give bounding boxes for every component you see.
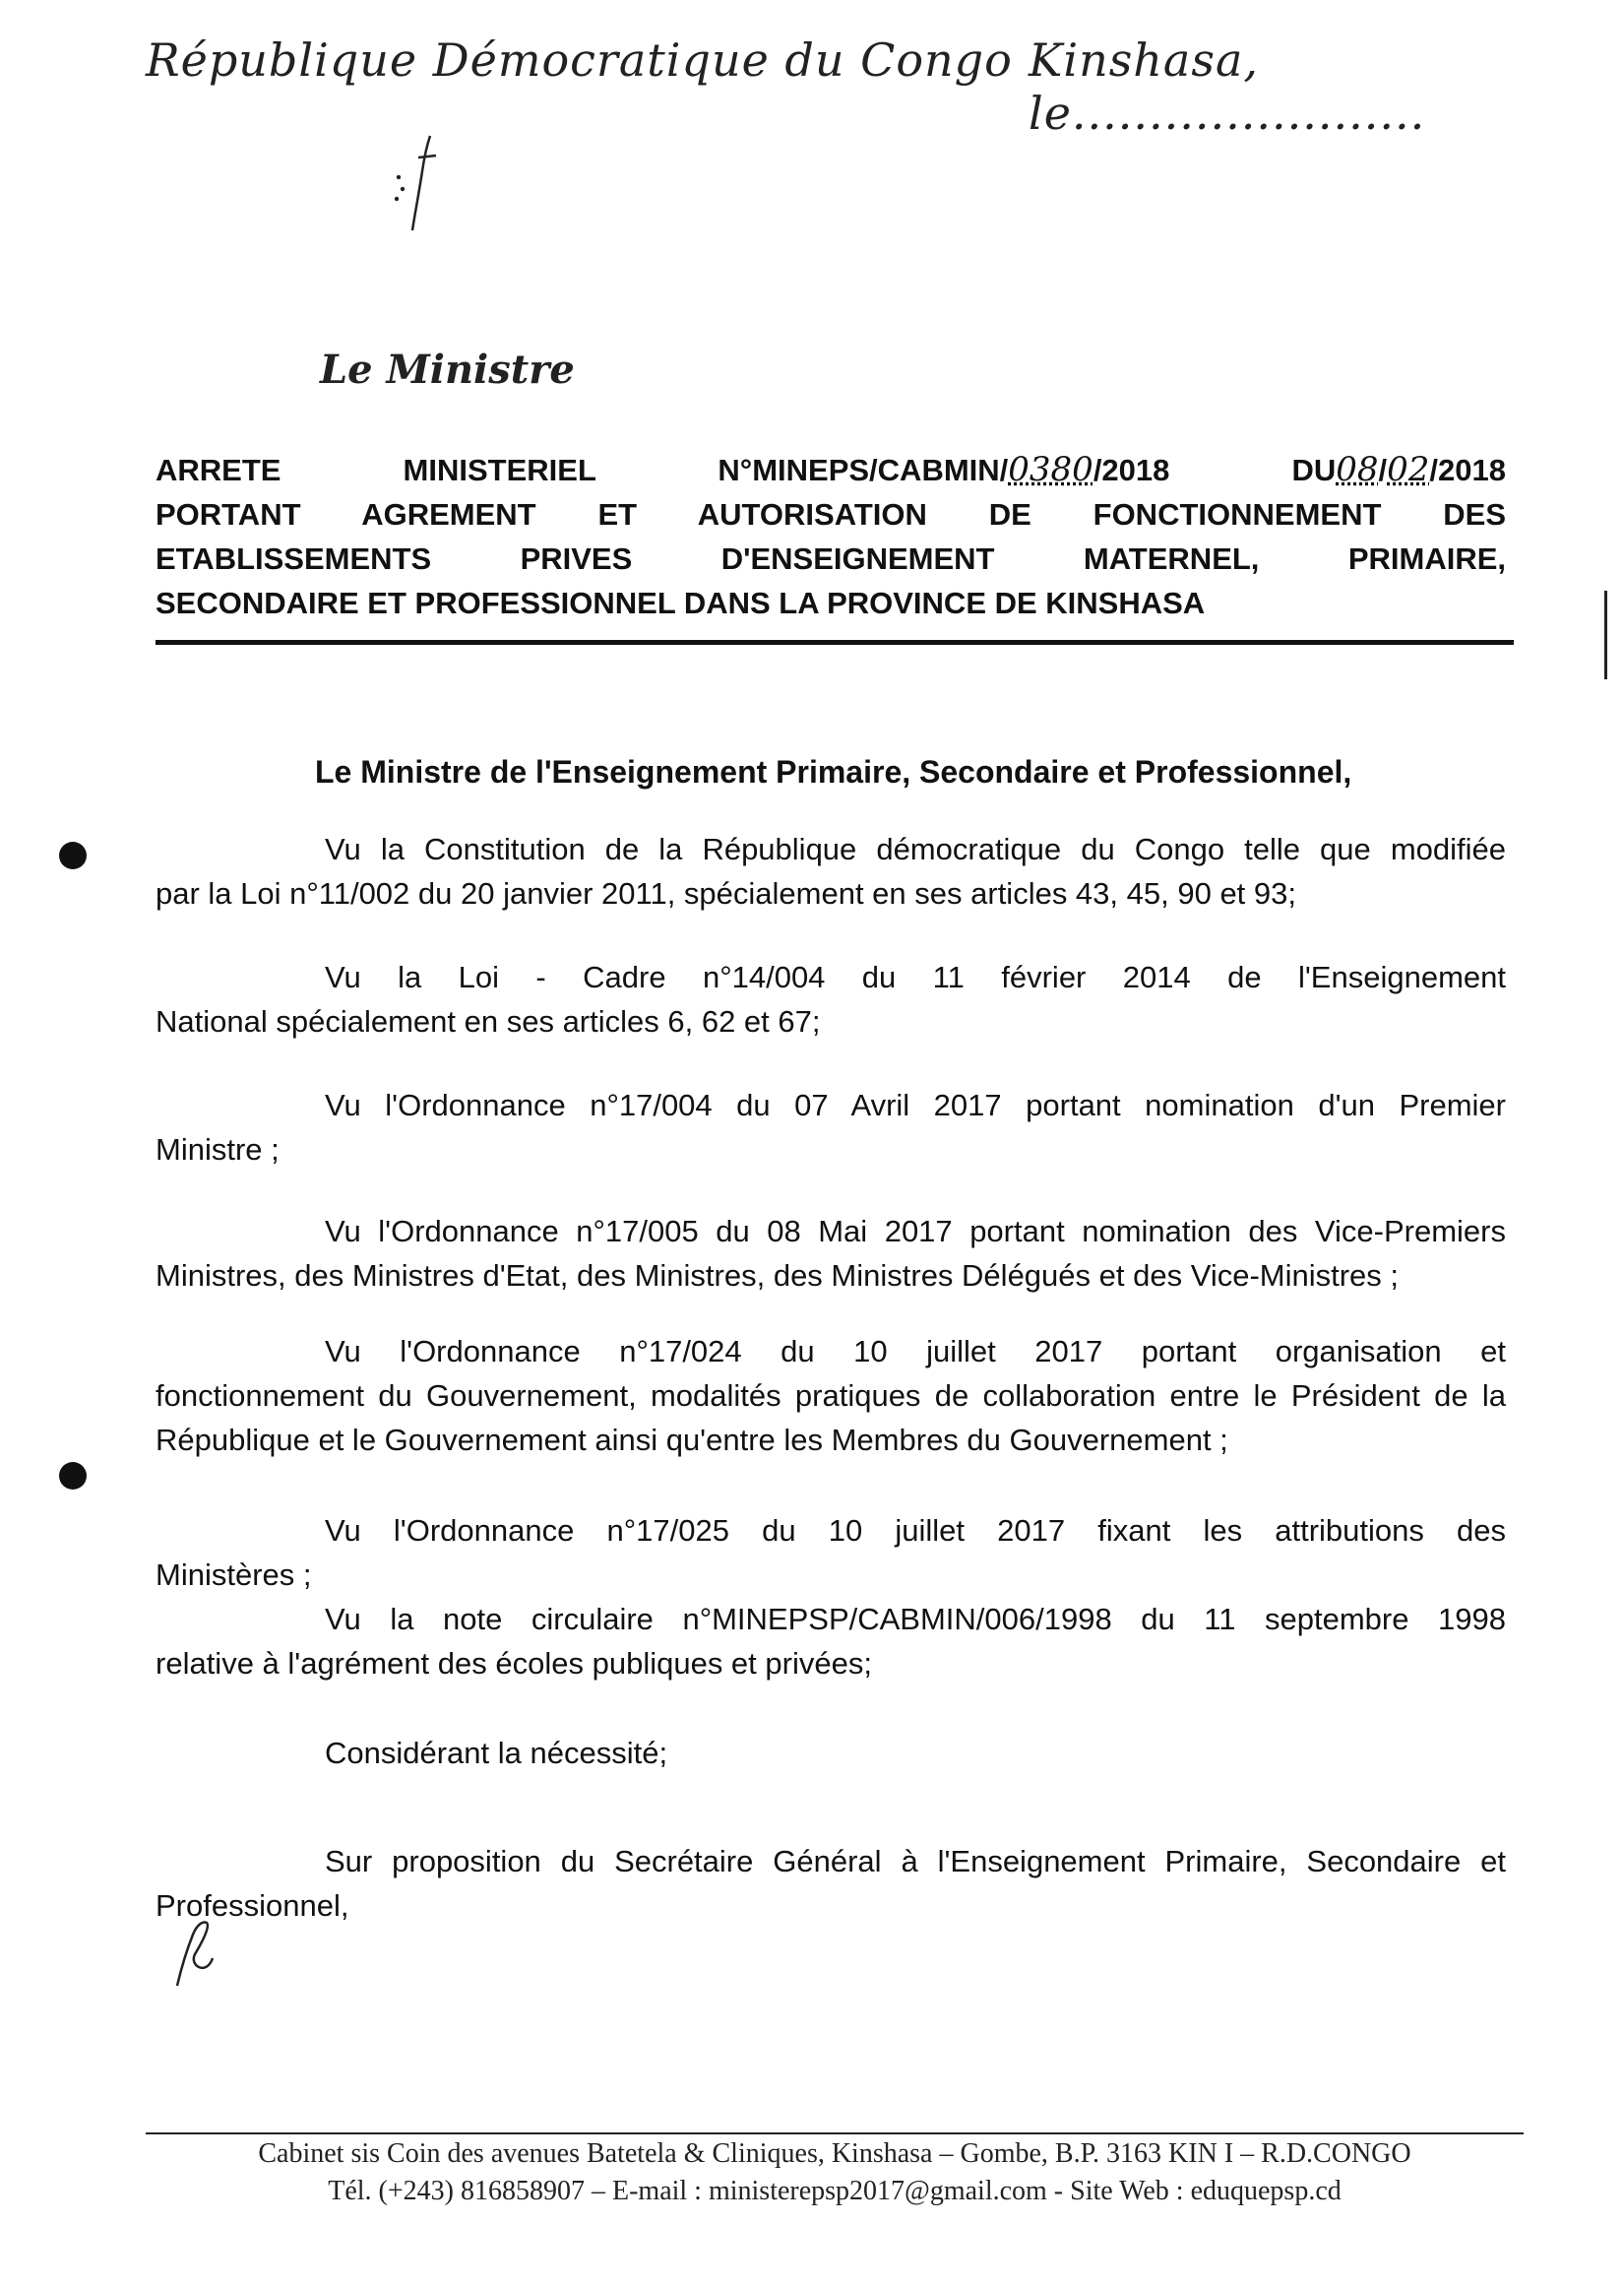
title-prefix: ARRETE MINISTERIEL N°MINEPS/CABMIN/ — [156, 453, 1009, 487]
binder-hole — [59, 1462, 87, 1490]
decree-day: 08 — [1336, 450, 1379, 489]
paragraph-first-line: Vu la Constitution de la République démocratique du Congo telle que modifiée — [325, 832, 1506, 866]
paragraph — [156, 1597, 1506, 1685]
title-mid: /2018 DU — [1093, 453, 1337, 487]
place-date-header: Kinshasa, le....................... — [1029, 33, 1426, 140]
binder-hole — [59, 842, 87, 869]
footer-address: Cabinet sis Coin des avenues Batetela & Cliniques, Kinshasa – Gombe, B.P. 3163 KIN I – R.D.CONGO — [258, 2138, 1411, 2169]
paragraph-first-line: Vu l'Ordonnance n°17/024 du 10 juillet 2017 portant organisation et — [325, 1334, 1506, 1368]
paragraph — [156, 1083, 1506, 1172]
footer-contact: Tél. (+243) 816858907 – E-mail : ministerepsp2017@gmail.com - Site Web : eduquepsp.cd — [328, 2176, 1342, 2206]
paragraph-rest: National spécialement en ses articles 6, 62 et 67; — [156, 1004, 821, 1039]
decree-title — [156, 448, 1506, 625]
paragraph-first-line: Considérant la nécessité; — [325, 1736, 668, 1770]
paragraph-rest: Ministre ; — [156, 1132, 280, 1167]
paragraph-rest: Ministères ; — [156, 1557, 312, 1592]
paragraph-first-line: Sur proposition du Secrétaire Général à l'Enseignement Primaire, Secondaire et — [325, 1844, 1506, 1878]
scan-edge-mark — [1604, 591, 1607, 679]
paragraph — [156, 1508, 1506, 1597]
paragraph-rest: Ministres, des Ministres d'Etat, des Ministres, des Ministres Délégués et des Vice-Ministres ; — [156, 1258, 1400, 1293]
paragraph-first-line: Vu l'Ordonnance n°17/004 du 07 Avril 2017 portant nomination d'un Premier — [325, 1088, 1506, 1122]
paragraph — [156, 1731, 1506, 1775]
title-line-3: ETABLISSEMENTS PRIVES D'ENSEIGNEMENT MATERNEL, PRIMAIRE, — [156, 541, 1506, 576]
paragraph-rest: relative à l'agrément des écoles publiques et privées; — [156, 1646, 872, 1681]
title-line-1: ARRETE MINISTERIEL N°MINEPS/CABMIN/0380/2018 DU08/02/2018 — [156, 450, 1506, 489]
paragraph — [156, 1209, 1506, 1298]
paragraph-first-line: Vu la note circulaire n°MINEPSP/CABMIN/006/1998 du 11 septembre 1998 — [325, 1602, 1506, 1636]
initials-mark — [379, 128, 448, 236]
decree-number: 0380 — [1008, 450, 1093, 489]
paragraph-first-line: Vu la Loi - Cadre n°14/004 du 11 février 2014 de l'Enseignement — [325, 960, 1506, 994]
minister-heading: Le Ministre de l'Enseignement Primaire, Secondaire et Professionnel, — [315, 754, 1352, 790]
paragraph-first-line: Vu l'Ordonnance n°17/025 du 10 juillet 2017 fixant les attributions des — [325, 1513, 1506, 1548]
decree-month: 02 — [1387, 450, 1430, 489]
paragraph — [156, 827, 1506, 916]
paragraph-first-line: Vu l'Ordonnance n°17/005 du 08 Mai 2017 portant nomination des Vice-Premiers — [325, 1214, 1506, 1248]
paragraph — [156, 955, 1506, 1044]
title-line-2: PORTANT AGREMENT ET AUTORISATION DE FONCTIONNEMENT DES — [156, 497, 1506, 532]
paragraph-rest: par la Loi n°11/002 du 20 janvier 2011, spécialement en ses articles 43, 45, 90 et 93; — [156, 876, 1297, 911]
initial-mark — [167, 1915, 226, 1994]
minister-title: Le Ministre — [320, 347, 575, 393]
footer-rule — [146, 2132, 1524, 2134]
paragraph — [156, 1839, 1506, 1928]
country-header: République Démocratique du Congo — [146, 33, 1013, 87]
title-underline — [156, 640, 1514, 645]
paragraph-rest: Professionnel, — [156, 1888, 349, 1923]
title-suffix: /2018 — [1429, 453, 1506, 487]
paragraph-rest: fonctionnement du Gouvernement, modalités pratiques de collaboration entre le Président de la République et le Gouvernement ainsi qu'entre les Membres du Gouvernement ; — [156, 1378, 1506, 1457]
paragraph — [156, 1329, 1506, 1462]
title-line-4: SECONDAIRE ET PROFESSIONNEL DANS LA PROVINCE DE KINSHASA — [156, 586, 1206, 620]
